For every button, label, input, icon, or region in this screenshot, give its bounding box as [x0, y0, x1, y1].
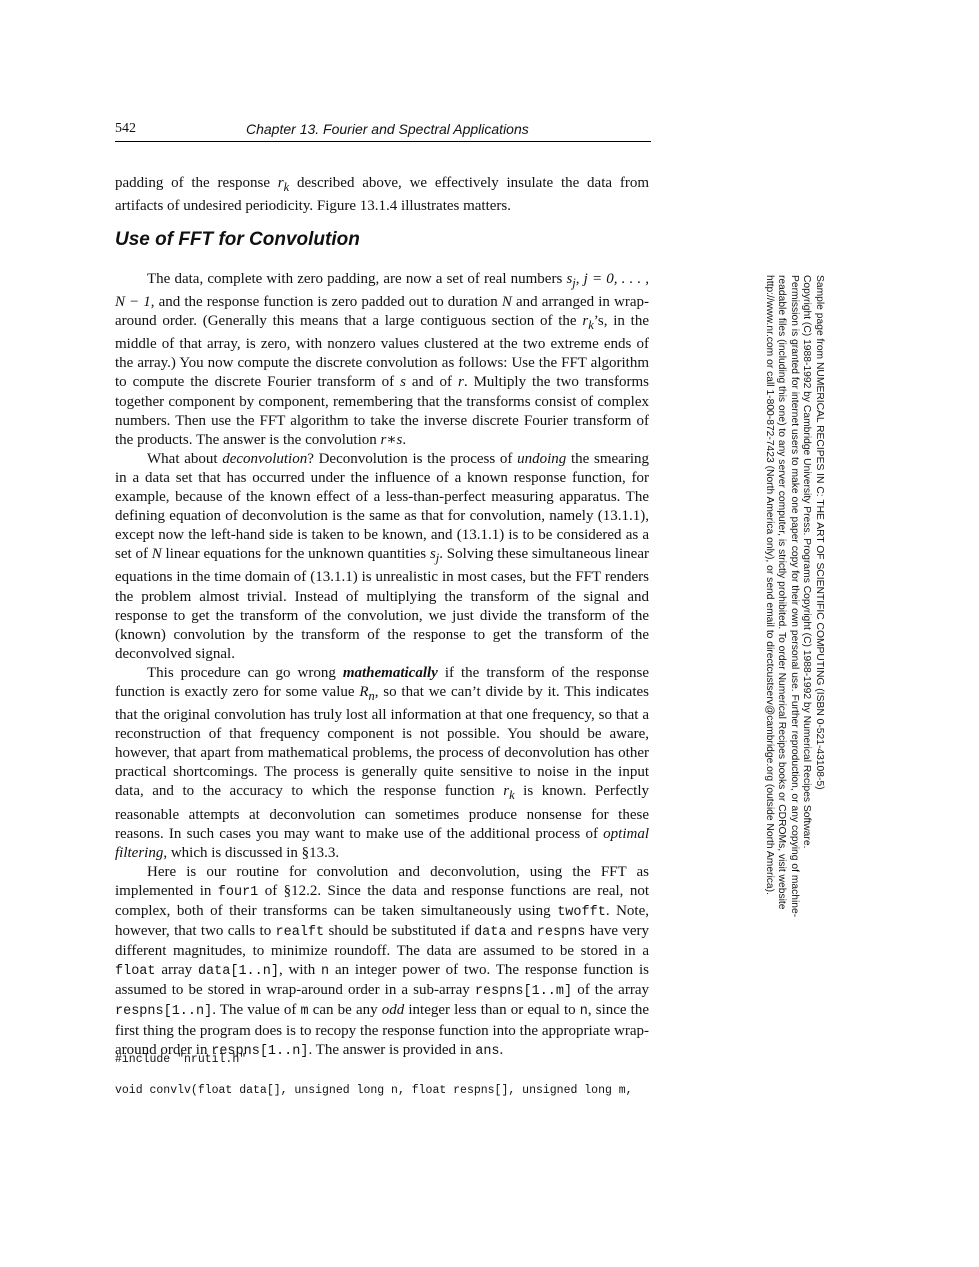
code-include: #include "nrutil.h": [115, 1053, 247, 1066]
section-heading: Use of FFT for Convolution: [115, 229, 360, 250]
sidebar-line: readable files (including this one) to any server computer, is strictly prohibited. To order Numerical Recipes books or CDROMs, visit website: [776, 275, 788, 910]
sidebar-line: Copyright (C) 1988-1992 by Cambridge University Press. Programs Copyright (C) 1988-1992 by Numerical Recipes Software.: [801, 275, 813, 849]
sidebar-line: Permission is granted for internet users to make one paper copy for their own personal use. Further reproduction, or any copying of machine-: [788, 275, 800, 918]
paragraph-1: The data, complete with zero padding, are now a set of real numbers $s_j$, j = 0, . . . , N − 1, and the response function is zero padded out to duration N and arranged in wrap-around order. (Generally this means that a large contiguous section of the $r_k’s$, in the middle of that array, is zero, with nonzero values clustered at the two extreme ends of the array.) You now compute the discrete convolution as follows: Use the FFT algorithm to compute the discrete Fourier transform of s and of r. Multiply the two transforms together component by component, remembering that the transforms consist of complex numbers. Then use the FFT algorithm to take the inverse discrete Fourier transform of the products. The answer is the convolution r∗s.: [115, 271, 650, 448]
page-header: [115, 121, 651, 142]
paragraph-4: Here is our routine for convolution and deconvolution, using the FFT as implemented in four1 of §12.2. Since the data and response functions are real, not complex, both of their transforms can be taken simultaneously using twofft. Note, however, that two calls to realft should be substituted if data and respns have very different magnitudes, to minimize roundoff. The data are assumed to be stored in a float array data[1..n], with n an integer power of two. The response function is assumed to be stored in wrap-around order in a sub-array respns[1..m] of the array respns[1..n]. The value of m can be any odd integer less than or equal to n, since the first thing the program does is to recopy the response function into the appropriate wrap-around order in respns[1..n]. The answer is provided in ans.: [115, 863, 650, 1059]
sidebar-line: Sample page from NUMERICAL RECIPES IN C: THE ART OF SCIENTIFIC COMPUTING (ISBN 0-521-43108-5): [814, 275, 825, 790]
intro-paragraph: padding of the response $r_k$ described above, we effectively insulate the data from artifacts of undesired periodicity. Figure 13.1.4 illustrates matters.: [115, 175, 649, 215]
paragraph-2: What about deconvolution? Deconvolution is the process of undoing the smearing in a data set that has occurred under the influence of a known response function, for example, because of the known effect of a less-than-perfect measuring apparatus. The defining equation of deconvolution is the same as that for convolution, namely (13.1.1), except now the left-hand side is taken to be known, and (13.1.1) is to be considered as a set of N linear equations for the unknown quantities $s_j$. Solving these simultaneous linear equations in the time domain of (13.1.1) is unrealistic in most cases, but the FFT renders the problem almost trivial. Instead of multiplying the transform of the signal and response to get the transform of the convolution, we just divide the transform of the (known) convolution by the transform of the response to get the transform of the deconvolved signal.: [115, 450, 649, 662]
main-text: [115, 270, 649, 1061]
sidebar-line: http://www.nr.com or call 1-800-872-7423 (North America only), or send email to directcustserv@cambridge.org (outside North America).: [763, 275, 775, 895]
page-number: 542: [115, 121, 136, 136]
code-function-signature: void convlv(float data[], unsigned long n, float respns[], unsigned long m,: [115, 1084, 633, 1097]
paragraph-3: This procedure can go wrong mathematically if the transform of the response function is exactly zero for some value $R_n$, so that we can’t divide by it. This indicates that the original convolution has truly lost all information at that one frequency, so that a reconstruction of that frequency component is not possible. You should be aware, however, that apart from mathematical problems, the process of deconvolution has other practical shortcomings. The process is generally quite sensitive to noise in the input data, and to the accuracy to which the response function $r_k$ is known. Perfectly reasonable attempts at deconvolution can sometimes produce nonsense for these reasons. In such cases you may want to make use of the additional process of optimal filtering, which is discussed in §13.3.: [115, 664, 649, 861]
running-title: Chapter 13. Fourier and Spectral Applications: [246, 121, 529, 137]
copyright-sidebar: [745, 275, 825, 918]
